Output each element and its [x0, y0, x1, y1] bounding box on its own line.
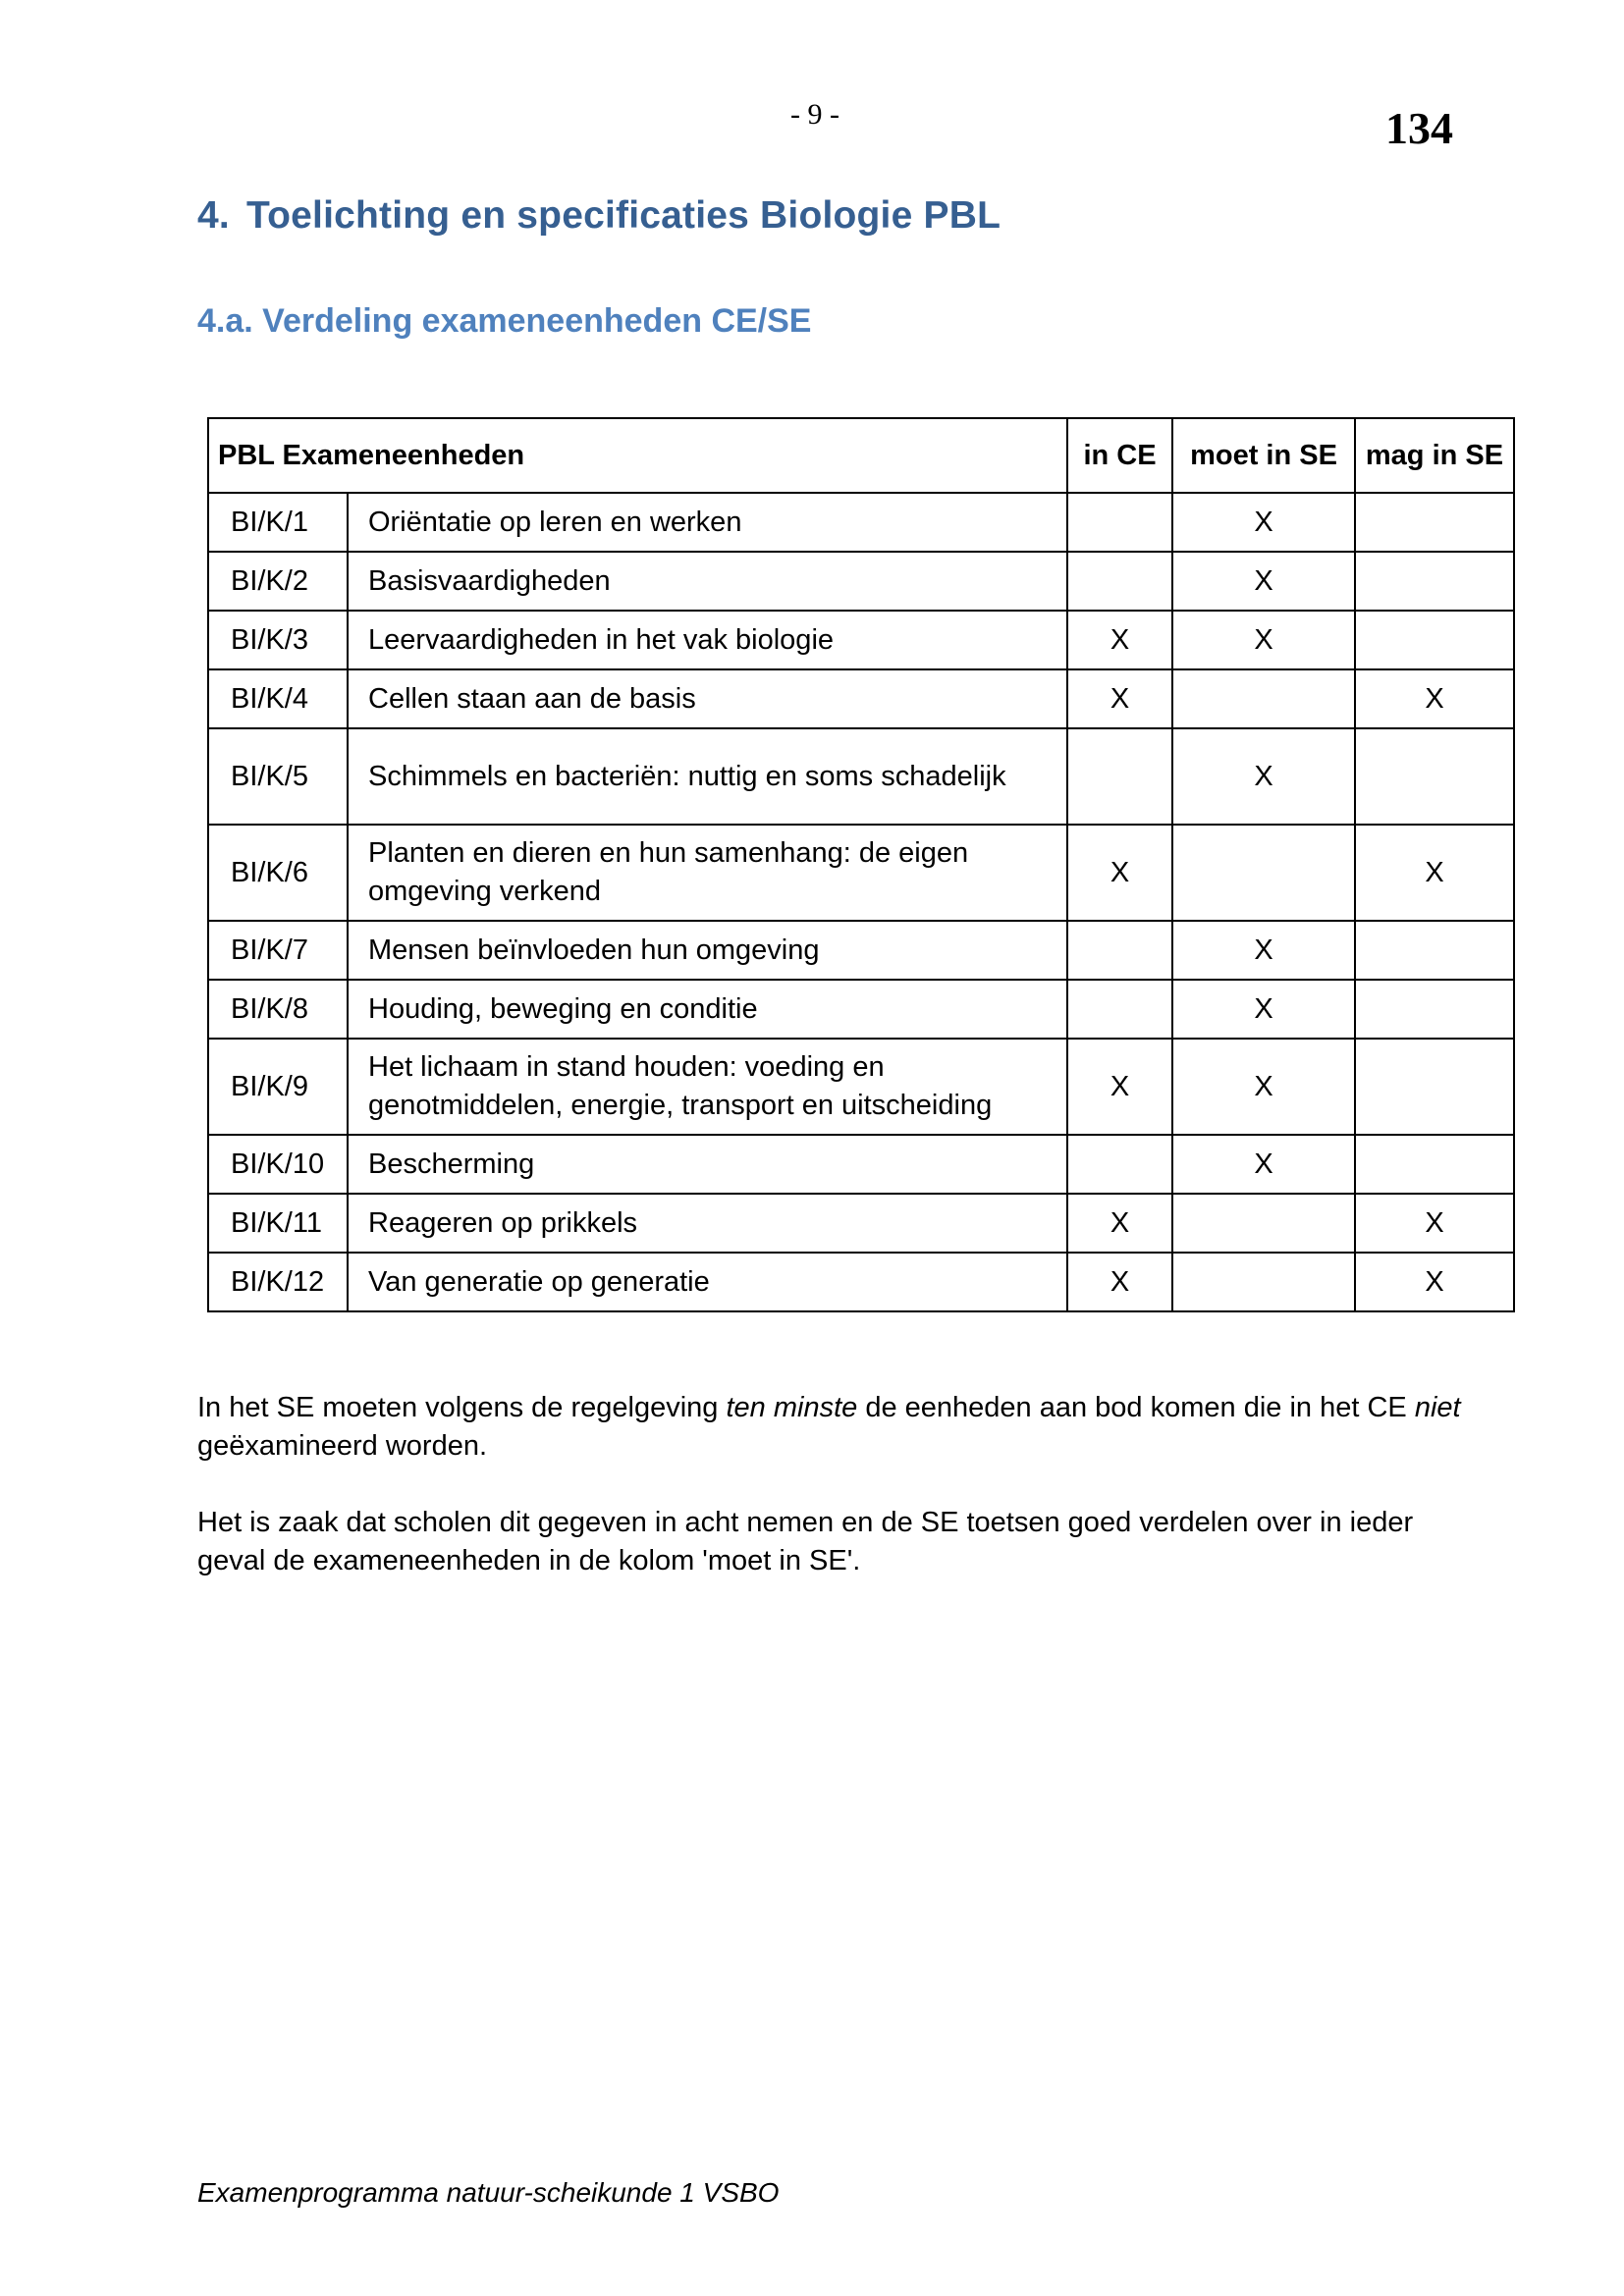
table-row: [208, 1194, 1514, 1253]
text: geëxamineerd worden.: [197, 1430, 488, 1462]
paragraph-regulation: [197, 1389, 1474, 1466]
table-row: [208, 493, 1514, 552]
unit-code: BI/K/7: [208, 921, 348, 980]
unit-code: BI/K/2: [208, 552, 348, 611]
mag-in-se-mark: [1355, 728, 1514, 825]
in-ce-mark: [1067, 552, 1172, 611]
moet-in-se-mark: [1172, 1194, 1355, 1253]
unit-title: Mensen beïnvloeden hun omgeving: [348, 921, 1067, 980]
table-row: [208, 1135, 1514, 1194]
unit-title: Planten en dieren en hun samenhang: de eigen omgeving verkend: [348, 825, 1067, 921]
in-ce-mark: [1067, 921, 1172, 980]
emphasis-text: ten minste: [726, 1392, 858, 1423]
moet-in-se-mark: X: [1172, 728, 1355, 825]
table-row: [208, 611, 1514, 669]
in-ce-mark: X: [1067, 825, 1172, 921]
in-ce-mark: X: [1067, 1194, 1172, 1253]
table-row: [208, 980, 1514, 1039]
unit-code: BI/K/12: [208, 1253, 348, 1311]
unit-code: BI/K/5: [208, 728, 348, 825]
text: de eenheden aan bod komen die in het CE: [857, 1392, 1415, 1423]
page-number: - 9 -: [790, 98, 839, 131]
mag-in-se-mark: X: [1355, 1253, 1514, 1311]
document-number: 134: [1385, 103, 1453, 153]
mag-in-se-mark: X: [1355, 669, 1514, 728]
subsection-heading: 4.a. Verdeling exameneenheden CE/SE: [197, 302, 812, 340]
unit-code: BI/K/11: [208, 1194, 348, 1253]
section-title: Toelichting en specificaties Biologie PBL: [246, 194, 1001, 237]
column-header-mag-in-se: mag in SE: [1355, 418, 1514, 493]
emphasis-text: niet: [1414, 1392, 1461, 1423]
unit-code: BI/K/3: [208, 611, 348, 669]
in-ce-mark: X: [1067, 669, 1172, 728]
moet-in-se-mark: X: [1172, 493, 1355, 552]
unit-code: BI/K/1: [208, 493, 348, 552]
table-header-row: [208, 418, 1514, 493]
moet-in-se-mark: X: [1172, 611, 1355, 669]
mag-in-se-mark: [1355, 1135, 1514, 1194]
moet-in-se-mark: X: [1172, 552, 1355, 611]
column-header-units: PBL Exameneenheden: [208, 418, 1067, 493]
mag-in-se-mark: [1355, 611, 1514, 669]
column-header-in-ce: in CE: [1067, 418, 1172, 493]
mag-in-se-mark: [1355, 1039, 1514, 1135]
unit-title: Leervaardigheden in het vak biologie: [348, 611, 1067, 669]
mag-in-se-mark: [1355, 493, 1514, 552]
moet-in-se-mark: [1172, 825, 1355, 921]
table-row: [208, 1253, 1514, 1311]
table-row: [208, 1039, 1514, 1135]
mag-in-se-mark: [1355, 921, 1514, 980]
column-header-moet-in-se: moet in SE: [1172, 418, 1355, 493]
moet-in-se-mark: [1172, 669, 1355, 728]
unit-title: Bescherming: [348, 1135, 1067, 1194]
in-ce-mark: [1067, 493, 1172, 552]
table-row: [208, 921, 1514, 980]
unit-title: Reageren op prikkels: [348, 1194, 1067, 1253]
text: In het SE moeten volgens de regelgeving: [197, 1392, 727, 1423]
moet-in-se-mark: X: [1172, 1135, 1355, 1194]
moet-in-se-mark: X: [1172, 1039, 1355, 1135]
unit-code: BI/K/4: [208, 669, 348, 728]
table-row: [208, 552, 1514, 611]
unit-title: Het lichaam in stand houden: voeding en genotmiddelen, energie, transport en uitscheiding: [348, 1039, 1067, 1135]
table-row: [208, 728, 1514, 825]
unit-code: BI/K/9: [208, 1039, 348, 1135]
in-ce-mark: X: [1067, 611, 1172, 669]
unit-title: Cellen staan aan de basis: [348, 669, 1067, 728]
unit-title: Van generatie op generatie: [348, 1253, 1067, 1311]
unit-title: Schimmels en bacteriën: nuttig en soms schadelijk: [348, 728, 1067, 825]
unit-title: Oriëntatie op leren en werken: [348, 493, 1067, 552]
mag-in-se-mark: [1355, 980, 1514, 1039]
in-ce-mark: X: [1067, 1039, 1172, 1135]
exam-units-table: [207, 417, 1515, 1312]
mag-in-se-mark: X: [1355, 825, 1514, 921]
paragraph-advice: Het is zaak dat scholen dit gegeven in acht nemen en de SE toetsen goed verdelen over in ieder geval de exameneenheden in de kolom 'moet in SE'.: [197, 1507, 1414, 1576]
footer-text: Examenprogramma natuur-scheikunde 1 VSBO: [197, 2177, 780, 2208]
moet-in-se-mark: X: [1172, 921, 1355, 980]
unit-code: BI/K/8: [208, 980, 348, 1039]
table-row: [208, 825, 1514, 921]
moet-in-se-mark: [1172, 1253, 1355, 1311]
in-ce-mark: [1067, 728, 1172, 825]
in-ce-mark: [1067, 1135, 1172, 1194]
unit-title: Basisvaardigheden: [348, 552, 1067, 611]
in-ce-mark: X: [1067, 1253, 1172, 1311]
section-number: 4.: [197, 194, 230, 237]
mag-in-se-mark: [1355, 552, 1514, 611]
in-ce-mark: [1067, 980, 1172, 1039]
moet-in-se-mark: X: [1172, 980, 1355, 1039]
unit-code: BI/K/6: [208, 825, 348, 921]
unit-code: BI/K/10: [208, 1135, 348, 1194]
table-row: [208, 669, 1514, 728]
section-heading: [197, 194, 1001, 238]
mag-in-se-mark: X: [1355, 1194, 1514, 1253]
unit-title: Houding, beweging en conditie: [348, 980, 1067, 1039]
